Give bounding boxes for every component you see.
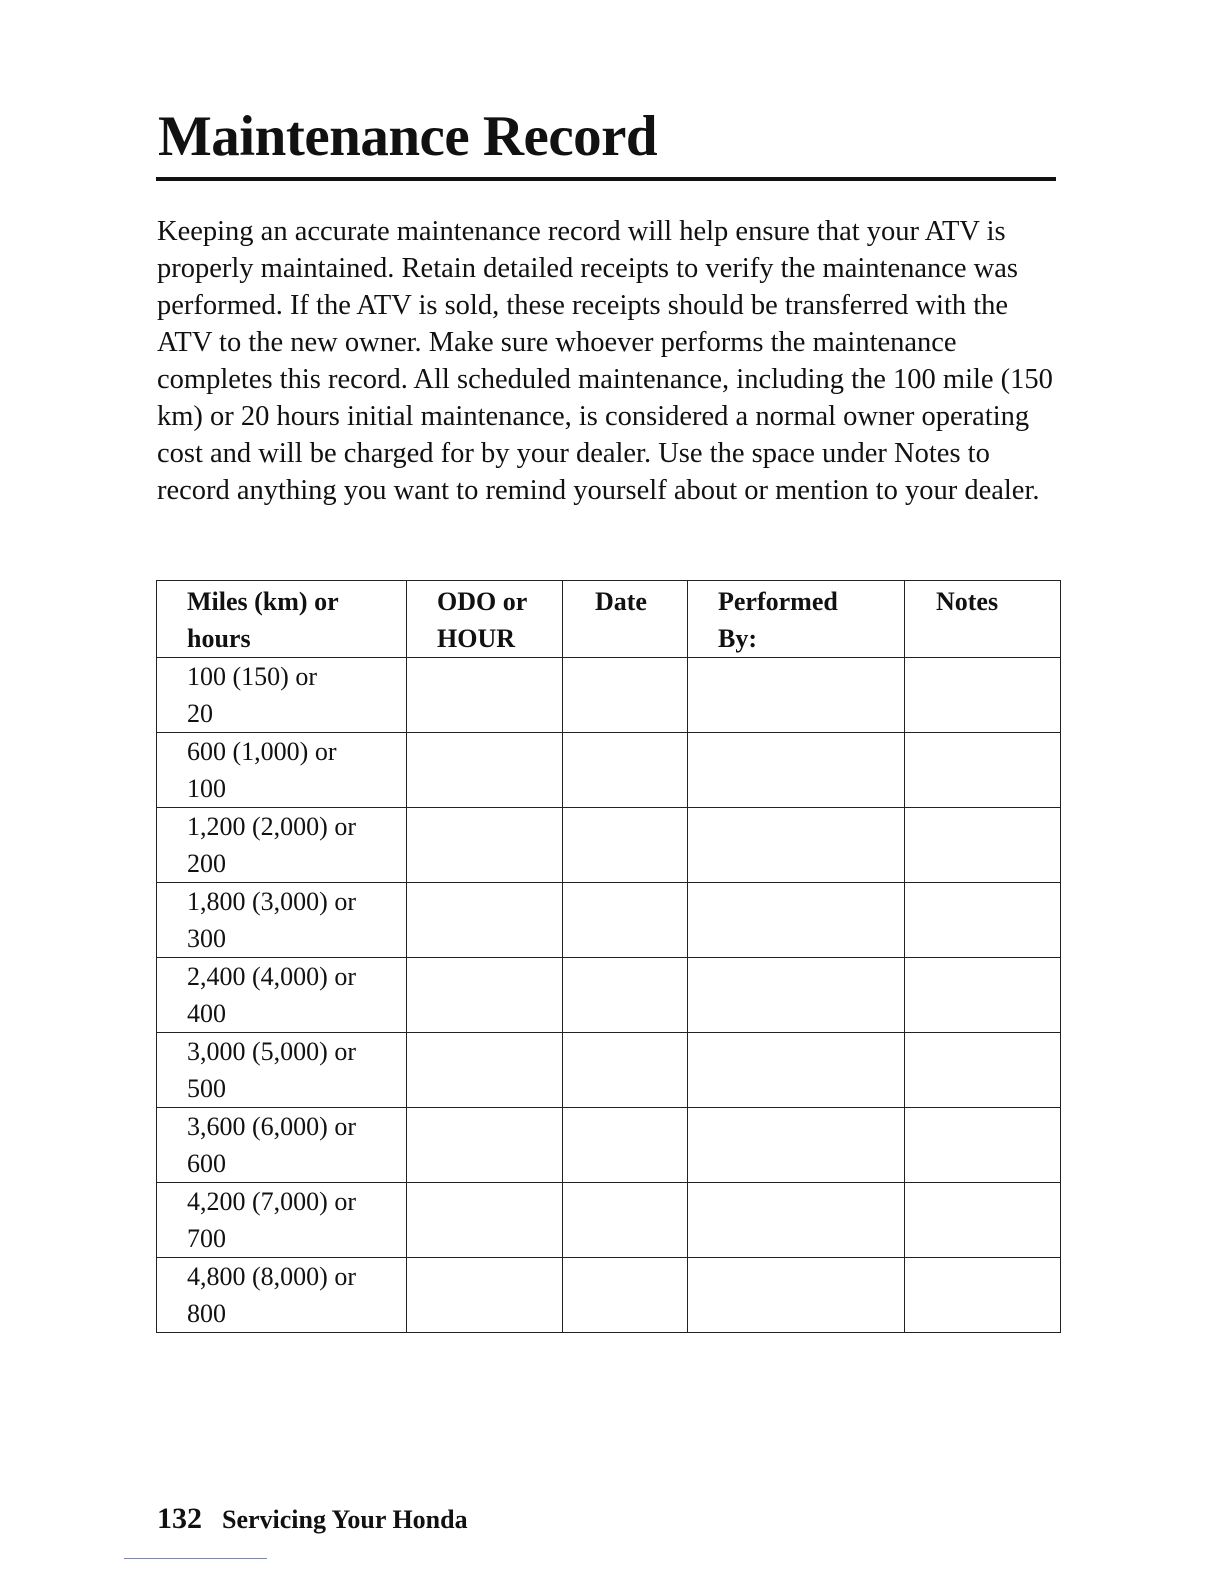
- performed-by-cell: [688, 808, 905, 883]
- table-row: [157, 1183, 1061, 1258]
- interval-distance: 1,200 (2,000) or: [187, 812, 356, 841]
- interval-hours: 200: [187, 849, 226, 878]
- notes-cell: [905, 958, 1061, 1033]
- table-row: [157, 808, 1061, 883]
- header-performed-line2: By:: [718, 624, 757, 653]
- page-number: 132: [157, 1502, 202, 1535]
- header-notes-line1: Notes: [936, 587, 999, 616]
- header-odo: [407, 581, 563, 658]
- performed-by-cell: [688, 733, 905, 808]
- notes-cell: [905, 658, 1061, 733]
- interval-hours: 300: [187, 924, 226, 953]
- date-cell: [563, 958, 688, 1033]
- header-performed-by: [688, 581, 905, 658]
- date-cell: [563, 658, 688, 733]
- date-cell: [563, 1108, 688, 1183]
- performed-by-cell: [688, 1033, 905, 1108]
- date-cell: [563, 1033, 688, 1108]
- interval-hours: 800: [187, 1299, 226, 1328]
- odo-cell: [407, 883, 563, 958]
- header-interval: [157, 581, 407, 658]
- interval-cell: [157, 658, 407, 733]
- interval-distance: 3,600 (6,000) or: [187, 1112, 356, 1141]
- odo-cell: [407, 658, 563, 733]
- interval-distance: 4,200 (7,000) or: [187, 1187, 356, 1216]
- header-interval-line2: hours: [187, 624, 251, 653]
- table-row: [157, 1108, 1061, 1183]
- performed-by-cell: [688, 958, 905, 1033]
- notes-cell: [905, 883, 1061, 958]
- performed-by-cell: [688, 883, 905, 958]
- maintenance-record-table: [156, 580, 1061, 1333]
- odo-cell: [407, 958, 563, 1033]
- interval-cell: [157, 808, 407, 883]
- notes-cell: [905, 733, 1061, 808]
- performed-by-cell: [688, 1258, 905, 1333]
- date-cell: [563, 1258, 688, 1333]
- interval-distance: 1,800 (3,000) or: [187, 887, 356, 916]
- page-title: Maintenance Record: [158, 105, 658, 168]
- title-divider: [156, 177, 1056, 181]
- performed-by-cell: [688, 658, 905, 733]
- interval-cell: [157, 1183, 407, 1258]
- header-interval-line1: Miles (km) or: [187, 587, 339, 616]
- odo-cell: [407, 808, 563, 883]
- notes-cell: [905, 1108, 1061, 1183]
- odo-cell: [407, 733, 563, 808]
- odo-cell: [407, 1033, 563, 1108]
- interval-hours: 20: [187, 699, 213, 728]
- interval-hours: 700: [187, 1224, 226, 1253]
- interval-hours: 100: [187, 774, 226, 803]
- interval-distance: 4,800 (8,000) or: [187, 1262, 356, 1291]
- interval-cell: [157, 958, 407, 1033]
- interval-distance: 3,000 (5,000) or: [187, 1037, 356, 1066]
- notes-cell: [905, 1033, 1061, 1108]
- table-row: [157, 733, 1061, 808]
- header-date-line1: Date: [595, 587, 647, 616]
- header-odo-line2: HOUR: [437, 624, 515, 653]
- odo-cell: [407, 1183, 563, 1258]
- notes-cell: [905, 1258, 1061, 1333]
- performed-by-cell: [688, 1183, 905, 1258]
- date-cell: [563, 883, 688, 958]
- table-row: [157, 1258, 1061, 1333]
- header-performed-line1: Performed: [718, 587, 838, 616]
- interval-cell: [157, 1108, 407, 1183]
- interval-cell: [157, 1033, 407, 1108]
- section-name: Servicing Your Honda: [222, 1505, 468, 1534]
- page-footer: [157, 1502, 468, 1536]
- interval-cell: [157, 733, 407, 808]
- odo-cell: [407, 1258, 563, 1333]
- interval-cell: [157, 883, 407, 958]
- table-row: [157, 658, 1061, 733]
- odo-cell: [407, 1108, 563, 1183]
- interval-hours: 600: [187, 1149, 226, 1178]
- date-cell: [563, 733, 688, 808]
- table-body: [157, 658, 1061, 1333]
- table-header-row: [157, 581, 1061, 658]
- corner-rule: [124, 1558, 267, 1559]
- interval-distance: 600 (1,000) or: [187, 737, 337, 766]
- table-row: [157, 1033, 1061, 1108]
- notes-cell: [905, 1183, 1061, 1258]
- interval-distance: 100 (150) or: [187, 662, 317, 691]
- date-cell: [563, 1183, 688, 1258]
- intro-paragraph: Keeping an accurate maintenance record will help ensure that your ATV is properly maintained. Retain detailed receipts to verify the maintenance was performed. If the ATV is sold, these receipts should be transferred with the ATV to the new owner. Make sure whoever performs the maintenance completes this record. All scheduled maintenance, including the 100 mile (150 km) or 20 hours initial maintenance, is considered a normal owner operating cost and will be charged for by your dealer. Use the space under Notes to record anything you want to remind yourself about or mention to your dealer.: [157, 216, 1053, 506]
- interval-distance: 2,400 (4,000) or: [187, 962, 356, 991]
- performed-by-cell: [688, 1108, 905, 1183]
- interval-cell: [157, 1258, 407, 1333]
- header-date: [563, 581, 688, 658]
- header-odo-line1: ODO or: [437, 587, 528, 616]
- header-notes: [905, 581, 1061, 658]
- table-row: [157, 958, 1061, 1033]
- date-cell: [563, 808, 688, 883]
- notes-cell: [905, 808, 1061, 883]
- interval-hours: 500: [187, 1074, 226, 1103]
- interval-hours: 400: [187, 999, 226, 1028]
- table-row: [157, 883, 1061, 958]
